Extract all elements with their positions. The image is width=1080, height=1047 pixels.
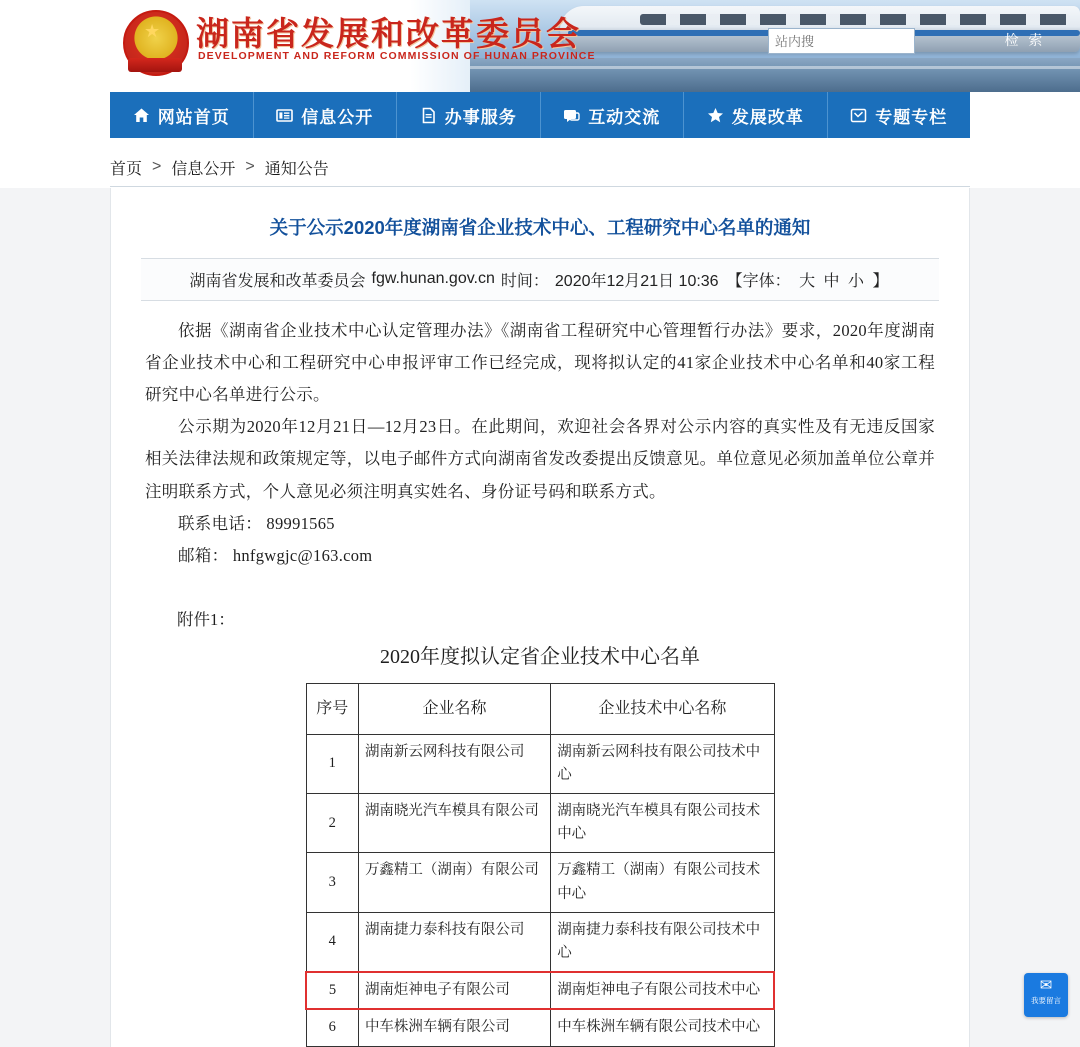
cell-company: 湖南捷力泰科技有限公司 xyxy=(358,912,550,972)
search-input[interactable] xyxy=(769,29,914,53)
cell-center: 中车株洲车辆有限公司技术中心 xyxy=(551,1009,774,1046)
font-size-controls xyxy=(725,268,891,291)
cell-no: 2 xyxy=(306,794,358,853)
main-nav-wrap xyxy=(0,92,1080,148)
cell-no: 3 xyxy=(306,853,358,912)
breadcrumb-wrap xyxy=(0,148,1080,188)
nav-item-development-reform[interactable] xyxy=(684,92,828,138)
cell-center: 湖南晓光汽车模具有限公司技术中心 xyxy=(551,794,774,853)
nav-item-special-topics[interactable] xyxy=(828,92,971,138)
feedback-float-button[interactable] xyxy=(1024,973,1068,1017)
national-emblem-icon: ★ xyxy=(120,6,190,76)
table-header-row xyxy=(306,684,774,735)
article-paragraph: 依据《湖南省企业技术中心认定管理办法》《湖南省工程研究中心管理暂行办法》要求，2020年度湖南省企业技术中心和工程研究中心申报评审工作已经完成，现将拟认定的41家企业技术中心名单和40家工程研究中心名单进行公示。 xyxy=(145,320,935,405)
cell-company: 中车株洲车辆有限公司 xyxy=(358,1009,550,1046)
table-title: 2020年度拟认定省企业技术中心名单 xyxy=(380,646,700,669)
rail-bridge xyxy=(470,58,1080,92)
cell-no: 5 xyxy=(306,972,358,1009)
attachment-label: 附件1： xyxy=(177,610,235,630)
contact-phone: 联系电话： 89991565 xyxy=(178,513,335,533)
table-header-center: 企业技术中心名称 xyxy=(551,684,774,735)
nav-item-label: 网站首页 xyxy=(157,107,230,127)
table-row-highlighted xyxy=(306,972,774,1009)
article-paragraph: 公示期为2020年12月21日—12月23日。在此期间，欢迎社会各界对公示内容的真实性及有无违反国家相关法律法规和政策规定等，以电子邮件方式向湖南省发改委提出反馈意见。单位意见必须加盖单位公章并注明联系方式，个人意见必须注明真实姓名、身份证号码和联系方式。 xyxy=(145,417,935,501)
font-label: 【字体： xyxy=(726,272,791,290)
nav-item-info-disclosure[interactable] xyxy=(254,92,398,138)
train-windows xyxy=(640,14,1070,25)
article-source: 湖南省发展和改革委员会 xyxy=(189,272,366,290)
cell-center: 湖南炬神电子有限公司技术中心 xyxy=(551,972,774,1009)
enterprise-tech-center-table xyxy=(305,683,775,1046)
table-row xyxy=(306,1009,774,1046)
nav-item-label: 发展改革 xyxy=(731,107,804,127)
content-background xyxy=(0,188,1080,1047)
breadcrumb-separator: > xyxy=(245,158,255,175)
cell-no: 4 xyxy=(306,912,358,972)
message-icon: ✉ xyxy=(1039,977,1053,994)
main-nav xyxy=(110,92,970,138)
breadcrumb-separator: > xyxy=(152,158,162,175)
font-label-end: 】 xyxy=(872,272,889,290)
star-icon xyxy=(707,107,724,124)
cell-company: 万鑫精工（湖南）有限公司 xyxy=(358,853,550,912)
font-size-small[interactable]: 小 xyxy=(848,272,865,290)
breadcrumb xyxy=(110,148,970,187)
page-title: 关于公示2020年度湖南省企业技术中心、工程研究中心名单的通知 xyxy=(269,217,811,238)
article-body xyxy=(141,301,939,572)
cell-center: 万鑫精工（湖南）有限公司技术中心 xyxy=(551,853,774,912)
cell-center: 湖南新云网科技有限公司技术中心 xyxy=(551,734,774,793)
search-button[interactable]: 检 索 xyxy=(1004,32,1046,48)
breadcrumb-item-home[interactable]: 首页 xyxy=(110,160,143,178)
table-header-company: 企业名称 xyxy=(358,684,550,735)
table-row xyxy=(306,794,774,853)
document-icon xyxy=(420,107,437,124)
font-size-medium[interactable]: 中 xyxy=(823,272,840,290)
article-site: fgw.hunan.gov.cn xyxy=(371,270,495,288)
article-meta-bar xyxy=(141,258,939,301)
site-title-english: DEVELOPMENT AND REFORM COMMISSION OF HUNAN PROVINCE xyxy=(198,50,596,62)
feedback-float-label: 我要留言 xyxy=(1031,996,1061,1005)
nav-item-label: 互动交流 xyxy=(588,107,661,127)
contact-email: 邮箱： hnfgwgjc@163.com xyxy=(178,545,373,565)
breadcrumb-item-notices[interactable]: 通知公告 xyxy=(264,160,329,178)
article-card xyxy=(110,188,970,1047)
table-row xyxy=(306,853,774,912)
chat-icon xyxy=(563,107,580,124)
breadcrumb-item-info-disclosure[interactable]: 信息公开 xyxy=(171,160,236,178)
rail-line xyxy=(470,66,1080,69)
cell-company: 湖南炬神电子有限公司 xyxy=(358,972,550,1009)
site-title: 湖南省发展和改革委员会 xyxy=(196,17,581,53)
cell-company: 湖南晓光汽车模具有限公司 xyxy=(358,794,550,853)
cell-no: 6 xyxy=(306,1009,358,1046)
article-time-value: 2020年12月21日 10:36 xyxy=(554,272,719,290)
grid-icon xyxy=(850,107,867,124)
table-row xyxy=(306,912,774,972)
home-icon xyxy=(133,107,150,124)
nav-item-label: 办事服务 xyxy=(444,107,517,127)
search-input-wrap[interactable] xyxy=(768,28,915,54)
site-banner xyxy=(0,0,1080,92)
nav-item-label: 专题专栏 xyxy=(875,107,948,127)
article-time-label: 时间： xyxy=(500,272,549,290)
nav-item-label: 信息公开 xyxy=(301,107,374,127)
cell-center: 湖南捷力泰科技有限公司技术中心 xyxy=(551,912,774,972)
cell-company: 湖南新云网科技有限公司 xyxy=(358,734,550,793)
font-size-large[interactable]: 大 xyxy=(799,272,816,290)
nav-item-services[interactable] xyxy=(397,92,541,138)
book-icon xyxy=(276,107,293,124)
nav-item-home[interactable] xyxy=(110,92,254,138)
table-row xyxy=(306,734,774,793)
nav-item-interaction[interactable] xyxy=(541,92,685,138)
table-header-no: 序号 xyxy=(306,684,358,735)
cell-no: 1 xyxy=(306,734,358,793)
